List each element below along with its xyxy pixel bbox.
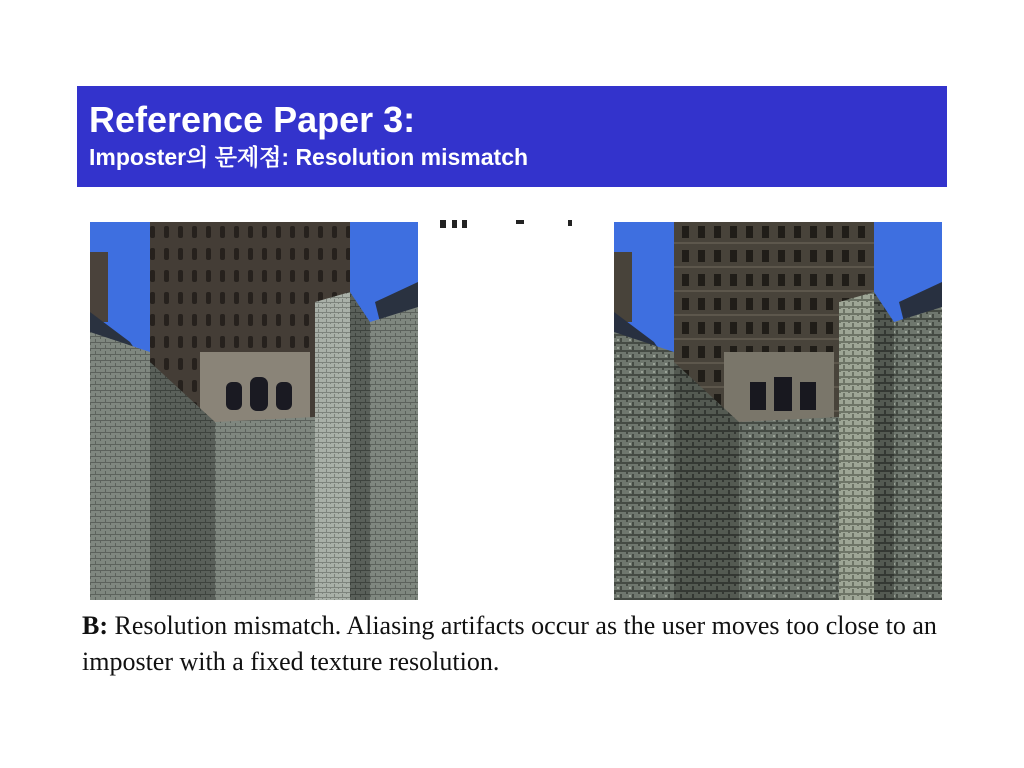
slide-title: Reference Paper 3: xyxy=(89,99,416,140)
caption-text: Resolution mismatch. Aliasing artifacts occur as the user moves too close to an imposter with a fixed texture resolution. xyxy=(82,611,937,676)
caption-label: B: xyxy=(82,611,108,640)
cropped-text-fragments xyxy=(418,218,614,230)
title-bar xyxy=(77,86,947,187)
figure-caption xyxy=(82,608,952,680)
slide-subtitle: Imposter의 문제점: Resolution mismatch xyxy=(89,144,529,170)
castle-render-aliased-icon xyxy=(614,222,942,600)
castle-render-high-res-icon xyxy=(90,222,418,600)
